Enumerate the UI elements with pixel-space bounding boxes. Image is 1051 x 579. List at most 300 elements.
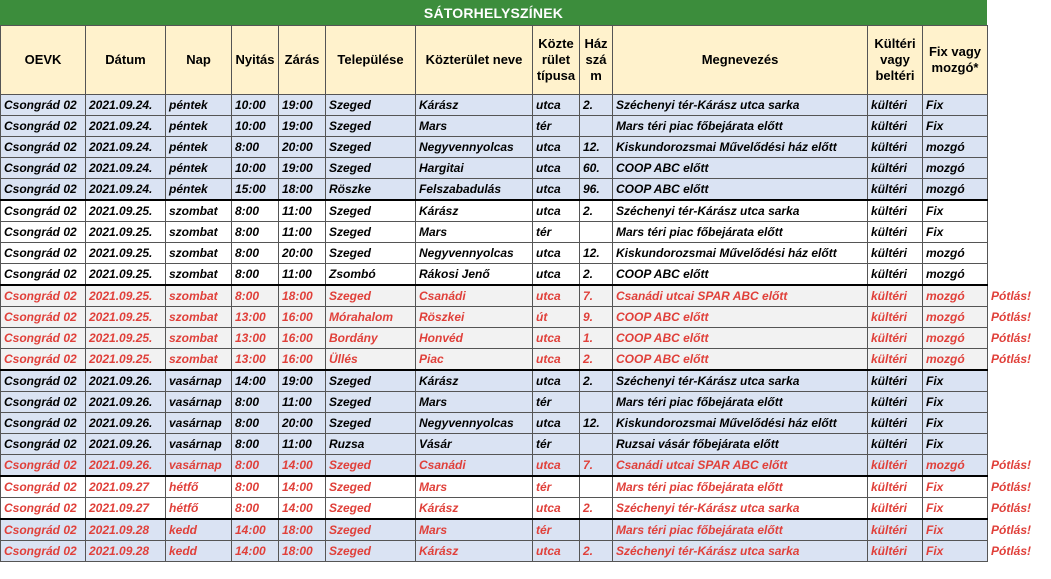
cell-nap[interactable]: vasárnap [166, 434, 232, 455]
cell-oevk[interactable]: Csongrád 02 [1, 222, 86, 243]
header-tipus[interactable]: Közte rület típusa [533, 26, 580, 95]
cell-oevk[interactable]: Csongrád 02 [1, 264, 86, 286]
cell-oevk[interactable]: Csongrád 02 [1, 307, 86, 328]
cell-megnevezes[interactable]: Mars téri piac főbejárata előtt [613, 519, 868, 541]
cell-extra[interactable] [988, 116, 1051, 137]
cell-tipus[interactable]: utca [533, 370, 580, 392]
cell-kulteri[interactable]: kültéri [868, 328, 923, 349]
cell-tipus[interactable]: utca [533, 137, 580, 158]
cell-kulteri[interactable]: kültéri [868, 116, 923, 137]
cell-oevk[interactable]: Csongrád 02 [1, 285, 86, 307]
cell-kulteri[interactable]: kültéri [868, 264, 923, 286]
cell-nap[interactable]: péntek [166, 116, 232, 137]
cell-nap[interactable]: szombat [166, 200, 232, 222]
cell-nyitas[interactable]: 14:00 [232, 370, 279, 392]
cell-nyitas[interactable]: 8:00 [232, 392, 279, 413]
cell-kulteri[interactable]: kültéri [868, 476, 923, 498]
cell-extra[interactable]: Pótlás! [988, 285, 1051, 307]
cell-kozterulet[interactable]: Negyvennyolcas [416, 413, 533, 434]
cell-telepules[interactable]: Szeged [326, 392, 416, 413]
cell-nap[interactable]: hétfő [166, 476, 232, 498]
cell-telepules[interactable]: Szeged [326, 158, 416, 179]
cell-extra[interactable]: Pótlás! [988, 498, 1051, 520]
cell-megnevezes[interactable]: COOP ABC előtt [613, 349, 868, 371]
cell-nyitas[interactable]: 8:00 [232, 476, 279, 498]
cell-zaras[interactable]: 18:00 [279, 285, 326, 307]
cell-datum[interactable]: 2021.09.28 [86, 519, 166, 541]
cell-telepules[interactable]: Szeged [326, 222, 416, 243]
cell-telepules[interactable]: Szeged [326, 370, 416, 392]
cell-tipus[interactable]: utca [533, 498, 580, 520]
cell-nap[interactable]: vasárnap [166, 455, 232, 477]
cell-hazszam[interactable] [580, 222, 613, 243]
cell-kulteri[interactable]: kültéri [868, 349, 923, 371]
cell-nyitas[interactable]: 13:00 [232, 328, 279, 349]
cell-hazszam[interactable] [580, 519, 613, 541]
cell-fix[interactable]: mozgó [923, 179, 988, 201]
cell-nap[interactable]: vasárnap [166, 392, 232, 413]
cell-oevk[interactable]: Csongrád 02 [1, 179, 86, 201]
cell-tipus[interactable]: utca [533, 285, 580, 307]
cell-megnevezes[interactable]: Kiskundorozsmai Művelődési ház előtt [613, 413, 868, 434]
cell-megnevezes[interactable]: COOP ABC előtt [613, 158, 868, 179]
header-nyitas[interactable]: Nyitás [232, 26, 279, 95]
header-nap[interactable]: Nap [166, 26, 232, 95]
cell-extra[interactable]: Pótlás! [988, 328, 1051, 349]
cell-fix[interactable]: Fix [923, 434, 988, 455]
cell-kozterulet[interactable]: Mars [416, 476, 533, 498]
cell-datum[interactable]: 2021.09.25. [86, 222, 166, 243]
cell-fix[interactable]: Fix [923, 392, 988, 413]
cell-zaras[interactable]: 19:00 [279, 95, 326, 116]
cell-kulteri[interactable]: kültéri [868, 285, 923, 307]
cell-tipus[interactable]: utca [533, 179, 580, 201]
cell-datum[interactable]: 2021.09.24. [86, 158, 166, 179]
cell-zaras[interactable]: 11:00 [279, 222, 326, 243]
cell-telepules[interactable]: Szeged [326, 476, 416, 498]
cell-datum[interactable]: 2021.09.26. [86, 455, 166, 477]
cell-megnevezes[interactable]: Mars téri piac főbejárata előtt [613, 476, 868, 498]
cell-oevk[interactable]: Csongrád 02 [1, 392, 86, 413]
cell-kozterulet[interactable]: Mars [416, 519, 533, 541]
cell-nap[interactable]: szombat [166, 307, 232, 328]
cell-zaras[interactable]: 14:00 [279, 476, 326, 498]
cell-hazszam[interactable] [580, 392, 613, 413]
cell-fix[interactable]: mozgó [923, 137, 988, 158]
cell-kozterulet[interactable]: Kárász [416, 541, 533, 562]
cell-nap[interactable]: péntek [166, 179, 232, 201]
cell-tipus[interactable]: utca [533, 541, 580, 562]
cell-nap[interactable]: hétfő [166, 498, 232, 520]
cell-nap[interactable]: szombat [166, 243, 232, 264]
cell-megnevezes[interactable]: Széchenyi tér-Kárász utca sarka [613, 200, 868, 222]
cell-datum[interactable]: 2021.09.25. [86, 243, 166, 264]
cell-megnevezes[interactable]: Kiskundorozsmai Művelődési ház előtt [613, 137, 868, 158]
cell-oevk[interactable]: Csongrád 02 [1, 434, 86, 455]
cell-kozterulet[interactable]: Kárász [416, 200, 533, 222]
cell-megnevezes[interactable]: Csanádi utcai SPAR ABC előtt [613, 455, 868, 477]
header-zaras[interactable]: Zárás [279, 26, 326, 95]
cell-datum[interactable]: 2021.09.26. [86, 413, 166, 434]
cell-hazszam[interactable]: 12. [580, 413, 613, 434]
cell-zaras[interactable]: 16:00 [279, 328, 326, 349]
cell-kulteri[interactable]: kültéri [868, 179, 923, 201]
cell-kulteri[interactable]: kültéri [868, 455, 923, 477]
cell-fix[interactable]: Fix [923, 222, 988, 243]
cell-fix[interactable]: mozgó [923, 307, 988, 328]
cell-tipus[interactable]: tér [533, 222, 580, 243]
header-telepules[interactable]: Települése [326, 26, 416, 95]
cell-hazszam[interactable]: 2. [580, 264, 613, 286]
cell-hazszam[interactable] [580, 434, 613, 455]
cell-kulteri[interactable]: kültéri [868, 243, 923, 264]
cell-nyitas[interactable]: 8:00 [232, 455, 279, 477]
cell-kozterulet[interactable]: Mars [416, 116, 533, 137]
cell-nyitas[interactable]: 8:00 [232, 434, 279, 455]
cell-zaras[interactable]: 11:00 [279, 434, 326, 455]
cell-oevk[interactable]: Csongrád 02 [1, 519, 86, 541]
cell-kozterulet[interactable]: Csanádi [416, 285, 533, 307]
cell-nyitas[interactable]: 10:00 [232, 95, 279, 116]
cell-extra[interactable]: Pótlás! [988, 476, 1051, 498]
cell-oevk[interactable]: Csongrád 02 [1, 95, 86, 116]
cell-kulteri[interactable]: kültéri [868, 541, 923, 562]
cell-hazszam[interactable]: 7. [580, 455, 613, 477]
cell-nyitas[interactable]: 8:00 [232, 222, 279, 243]
cell-zaras[interactable]: 18:00 [279, 179, 326, 201]
cell-telepules[interactable]: Szeged [326, 541, 416, 562]
cell-nyitas[interactable]: 8:00 [232, 243, 279, 264]
cell-tipus[interactable]: tér [533, 116, 580, 137]
cell-nap[interactable]: szombat [166, 285, 232, 307]
cell-kozterulet[interactable]: Mars [416, 222, 533, 243]
cell-tipus[interactable]: utca [533, 455, 580, 477]
cell-kozterulet[interactable]: Rákosi Jenő [416, 264, 533, 286]
cell-fix[interactable]: mozgó [923, 243, 988, 264]
cell-kulteri[interactable]: kültéri [868, 392, 923, 413]
cell-nap[interactable]: péntek [166, 158, 232, 179]
cell-extra[interactable]: Pótlás! [988, 455, 1051, 477]
cell-nap[interactable]: szombat [166, 222, 232, 243]
cell-zaras[interactable]: 19:00 [279, 370, 326, 392]
cell-tipus[interactable]: tér [533, 392, 580, 413]
cell-extra[interactable] [988, 179, 1051, 201]
cell-hazszam[interactable]: 60. [580, 158, 613, 179]
cell-fix[interactable]: mozgó [923, 349, 988, 371]
cell-tipus[interactable]: utca [533, 413, 580, 434]
cell-tipus[interactable]: utca [533, 200, 580, 222]
header-hazszam[interactable]: Ház szá m [580, 26, 613, 95]
cell-kozterulet[interactable]: Kárász [416, 370, 533, 392]
cell-datum[interactable]: 2021.09.25. [86, 200, 166, 222]
cell-oevk[interactable]: Csongrád 02 [1, 116, 86, 137]
cell-tipus[interactable]: utca [533, 95, 580, 116]
cell-nap[interactable]: vasárnap [166, 413, 232, 434]
cell-datum[interactable]: 2021.09.27 [86, 476, 166, 498]
cell-megnevezes[interactable]: COOP ABC előtt [613, 328, 868, 349]
cell-hazszam[interactable]: 96. [580, 179, 613, 201]
cell-extra[interactable] [988, 158, 1051, 179]
cell-telepules[interactable]: Szeged [326, 285, 416, 307]
cell-oevk[interactable]: Csongrád 02 [1, 370, 86, 392]
cell-hazszam[interactable]: 2. [580, 349, 613, 371]
cell-oevk[interactable]: Csongrád 02 [1, 455, 86, 477]
cell-oevk[interactable]: Csongrád 02 [1, 137, 86, 158]
header-datum[interactable]: Dátum [86, 26, 166, 95]
cell-telepules[interactable]: Üllés [326, 349, 416, 371]
cell-datum[interactable]: 2021.09.26. [86, 370, 166, 392]
cell-telepules[interactable]: Szeged [326, 243, 416, 264]
cell-tipus[interactable]: utca [533, 243, 580, 264]
cell-zaras[interactable]: 14:00 [279, 455, 326, 477]
cell-megnevezes[interactable]: Mars téri piac főbejárata előtt [613, 116, 868, 137]
cell-zaras[interactable]: 14:00 [279, 498, 326, 520]
cell-extra[interactable] [988, 370, 1051, 392]
cell-zaras[interactable]: 16:00 [279, 307, 326, 328]
cell-hazszam[interactable]: 2. [580, 200, 613, 222]
cell-fix[interactable]: mozgó [923, 158, 988, 179]
cell-zaras[interactable]: 11:00 [279, 264, 326, 286]
cell-datum[interactable]: 2021.09.24. [86, 179, 166, 201]
cell-kulteri[interactable]: kültéri [868, 370, 923, 392]
cell-datum[interactable]: 2021.09.28 [86, 541, 166, 562]
cell-fix[interactable]: Fix [923, 541, 988, 562]
cell-nyitas[interactable]: 10:00 [232, 158, 279, 179]
cell-oevk[interactable]: Csongrád 02 [1, 413, 86, 434]
cell-megnevezes[interactable]: Csanádi utcai SPAR ABC előtt [613, 285, 868, 307]
cell-hazszam[interactable]: 12. [580, 243, 613, 264]
cell-zaras[interactable]: 19:00 [279, 116, 326, 137]
cell-extra[interactable]: Pótlás! [988, 349, 1051, 371]
cell-datum[interactable]: 2021.09.25. [86, 264, 166, 286]
cell-kulteri[interactable]: kültéri [868, 434, 923, 455]
cell-telepules[interactable]: Szeged [326, 116, 416, 137]
cell-telepules[interactable]: Bordány [326, 328, 416, 349]
cell-nap[interactable]: kedd [166, 541, 232, 562]
cell-fix[interactable]: mozgó [923, 264, 988, 286]
cell-fix[interactable]: Fix [923, 519, 988, 541]
cell-fix[interactable]: Fix [923, 476, 988, 498]
cell-megnevezes[interactable]: COOP ABC előtt [613, 307, 868, 328]
cell-kozterulet[interactable]: Negyvennyolcas [416, 243, 533, 264]
cell-kozterulet[interactable]: Csanádi [416, 455, 533, 477]
cell-zaras[interactable]: 18:00 [279, 519, 326, 541]
cell-extra[interactable] [988, 264, 1051, 286]
cell-extra[interactable] [988, 137, 1051, 158]
cell-megnevezes[interactable]: Széchenyi tér-Kárász utca sarka [613, 95, 868, 116]
cell-fix[interactable]: mozgó [923, 285, 988, 307]
cell-extra[interactable] [988, 200, 1051, 222]
cell-hazszam[interactable] [580, 116, 613, 137]
cell-telepules[interactable]: Szeged [326, 137, 416, 158]
cell-kozterulet[interactable]: Hargitai [416, 158, 533, 179]
cell-nyitas[interactable]: 13:00 [232, 307, 279, 328]
cell-kozterulet[interactable]: Röszkei [416, 307, 533, 328]
cell-extra[interactable] [988, 413, 1051, 434]
cell-nyitas[interactable]: 8:00 [232, 285, 279, 307]
cell-oevk[interactable]: Csongrád 02 [1, 243, 86, 264]
cell-oevk[interactable]: Csongrád 02 [1, 200, 86, 222]
cell-fix[interactable]: mozgó [923, 328, 988, 349]
cell-nyitas[interactable]: 8:00 [232, 498, 279, 520]
cell-extra[interactable]: Pótlás! [988, 541, 1051, 562]
cell-oevk[interactable]: Csongrád 02 [1, 476, 86, 498]
cell-extra[interactable]: Pótlás! [988, 307, 1051, 328]
cell-megnevezes[interactable]: Széchenyi tér-Kárász utca sarka [613, 498, 868, 520]
cell-telepules[interactable]: Szeged [326, 200, 416, 222]
cell-hazszam[interactable]: 7. [580, 285, 613, 307]
cell-kozterulet[interactable]: Felszabadulás [416, 179, 533, 201]
cell-kozterulet[interactable]: Honvéd [416, 328, 533, 349]
cell-zaras[interactable]: 18:00 [279, 541, 326, 562]
cell-nap[interactable]: szombat [166, 349, 232, 371]
cell-kozterulet[interactable]: Negyvennyolcas [416, 137, 533, 158]
cell-nap[interactable]: kedd [166, 519, 232, 541]
cell-telepules[interactable]: Zsombó [326, 264, 416, 286]
cell-nap[interactable]: szombat [166, 264, 232, 286]
cell-megnevezes[interactable]: Mars téri piac főbejárata előtt [613, 222, 868, 243]
cell-extra[interactable] [988, 222, 1051, 243]
cell-extra[interactable]: Pótlás! [988, 519, 1051, 541]
cell-megnevezes[interactable]: Széchenyi tér-Kárász utca sarka [613, 541, 868, 562]
cell-kulteri[interactable]: kültéri [868, 413, 923, 434]
cell-nyitas[interactable]: 8:00 [232, 137, 279, 158]
cell-kulteri[interactable]: kültéri [868, 95, 923, 116]
cell-megnevezes[interactable]: COOP ABC előtt [613, 264, 868, 286]
cell-tipus[interactable]: tér [533, 476, 580, 498]
cell-hazszam[interactable]: 9. [580, 307, 613, 328]
cell-fix[interactable]: Fix [923, 95, 988, 116]
cell-zaras[interactable]: 19:00 [279, 158, 326, 179]
cell-nyitas[interactable]: 14:00 [232, 541, 279, 562]
cell-telepules[interactable]: Szeged [326, 498, 416, 520]
header-empty[interactable] [988, 26, 1051, 95]
cell-hazszam[interactable]: 2. [580, 541, 613, 562]
cell-telepules[interactable]: Szeged [326, 455, 416, 477]
cell-kulteri[interactable]: kültéri [868, 158, 923, 179]
cell-kulteri[interactable]: kültéri [868, 200, 923, 222]
cell-datum[interactable]: 2021.09.25. [86, 285, 166, 307]
cell-nyitas[interactable]: 8:00 [232, 264, 279, 286]
cell-nyitas[interactable]: 14:00 [232, 519, 279, 541]
cell-kulteri[interactable]: kültéri [868, 519, 923, 541]
cell-tipus[interactable]: út [533, 307, 580, 328]
cell-nap[interactable]: péntek [166, 137, 232, 158]
cell-telepules[interactable]: Szeged [326, 519, 416, 541]
cell-telepules[interactable]: Röszke [326, 179, 416, 201]
cell-tipus[interactable]: tér [533, 434, 580, 455]
cell-fix[interactable]: Fix [923, 116, 988, 137]
cell-fix[interactable]: Fix [923, 413, 988, 434]
cell-zaras[interactable]: 20:00 [279, 137, 326, 158]
cell-nap[interactable]: péntek [166, 95, 232, 116]
cell-fix[interactable]: mozgó [923, 455, 988, 477]
cell-datum[interactable]: 2021.09.26. [86, 392, 166, 413]
cell-hazszam[interactable]: 2. [580, 370, 613, 392]
cell-megnevezes[interactable]: Mars téri piac főbejárata előtt [613, 392, 868, 413]
cell-datum[interactable]: 2021.09.25. [86, 328, 166, 349]
header-kozterulet[interactable]: Közterület neve [416, 26, 533, 95]
cell-tipus[interactable]: utca [533, 349, 580, 371]
cell-fix[interactable]: Fix [923, 498, 988, 520]
cell-kozterulet[interactable]: Vásár [416, 434, 533, 455]
cell-nyitas[interactable]: 8:00 [232, 200, 279, 222]
cell-datum[interactable]: 2021.09.27 [86, 498, 166, 520]
cell-tipus[interactable]: tér [533, 519, 580, 541]
cell-nyitas[interactable]: 8:00 [232, 413, 279, 434]
cell-tipus[interactable]: utca [533, 264, 580, 286]
cell-fix[interactable]: Fix [923, 200, 988, 222]
cell-extra[interactable] [988, 243, 1051, 264]
cell-datum[interactable]: 2021.09.25. [86, 307, 166, 328]
cell-kulteri[interactable]: kültéri [868, 307, 923, 328]
cell-oevk[interactable]: Csongrád 02 [1, 498, 86, 520]
cell-hazszam[interactable]: 2. [580, 95, 613, 116]
cell-megnevezes[interactable]: Széchenyi tér-Kárász utca sarka [613, 370, 868, 392]
cell-nyitas[interactable]: 10:00 [232, 116, 279, 137]
cell-nap[interactable]: szombat [166, 328, 232, 349]
header-fix[interactable]: Fix vagy mozgó* [923, 26, 988, 95]
cell-megnevezes[interactable]: Kiskundorozsmai Művelődési ház előtt [613, 243, 868, 264]
cell-kozterulet[interactable]: Kárász [416, 95, 533, 116]
cell-datum[interactable]: 2021.09.26. [86, 434, 166, 455]
cell-zaras[interactable]: 11:00 [279, 392, 326, 413]
cell-kulteri[interactable]: kültéri [868, 137, 923, 158]
cell-nap[interactable]: vasárnap [166, 370, 232, 392]
cell-zaras[interactable]: 20:00 [279, 243, 326, 264]
cell-extra[interactable] [988, 434, 1051, 455]
cell-datum[interactable]: 2021.09.24. [86, 95, 166, 116]
cell-datum[interactable]: 2021.09.24. [86, 116, 166, 137]
cell-kozterulet[interactable]: Kárász [416, 498, 533, 520]
cell-oevk[interactable]: Csongrád 02 [1, 158, 86, 179]
cell-oevk[interactable]: Csongrád 02 [1, 328, 86, 349]
cell-nyitas[interactable]: 13:00 [232, 349, 279, 371]
cell-zaras[interactable]: 11:00 [279, 200, 326, 222]
cell-telepules[interactable]: Mórahalom [326, 307, 416, 328]
cell-hazszam[interactable]: 2. [580, 498, 613, 520]
cell-fix[interactable]: Fix [923, 370, 988, 392]
cell-tipus[interactable]: utca [533, 158, 580, 179]
cell-kozterulet[interactable]: Mars [416, 392, 533, 413]
cell-hazszam[interactable]: 12. [580, 137, 613, 158]
cell-telepules[interactable]: Ruzsa [326, 434, 416, 455]
cell-tipus[interactable]: utca [533, 328, 580, 349]
cell-oevk[interactable]: Csongrád 02 [1, 349, 86, 371]
header-kulteri[interactable]: Kültéri vagy beltéri [868, 26, 923, 95]
cell-kulteri[interactable]: kültéri [868, 498, 923, 520]
cell-datum[interactable]: 2021.09.24. [86, 137, 166, 158]
cell-kozterulet[interactable]: Piac [416, 349, 533, 371]
cell-kulteri[interactable]: kültéri [868, 222, 923, 243]
cell-megnevezes[interactable]: COOP ABC előtt [613, 179, 868, 201]
cell-hazszam[interactable]: 1. [580, 328, 613, 349]
cell-zaras[interactable]: 16:00 [279, 349, 326, 371]
header-oevk[interactable]: OEVK [1, 26, 86, 95]
cell-nyitas[interactable]: 15:00 [232, 179, 279, 201]
cell-extra[interactable] [988, 392, 1051, 413]
header-megnevezes[interactable]: Megnevezés [613, 26, 868, 95]
cell-extra[interactable] [988, 95, 1051, 116]
cell-datum[interactable]: 2021.09.25. [86, 349, 166, 371]
cell-megnevezes[interactable]: Ruzsai vásár főbejárata előtt [613, 434, 868, 455]
cell-telepules[interactable]: Szeged [326, 413, 416, 434]
cell-telepules[interactable]: Szeged [326, 95, 416, 116]
cell-hazszam[interactable] [580, 476, 613, 498]
cell-zaras[interactable]: 20:00 [279, 413, 326, 434]
table-row [1, 116, 1051, 137]
cell-oevk[interactable]: Csongrád 02 [1, 541, 86, 562]
